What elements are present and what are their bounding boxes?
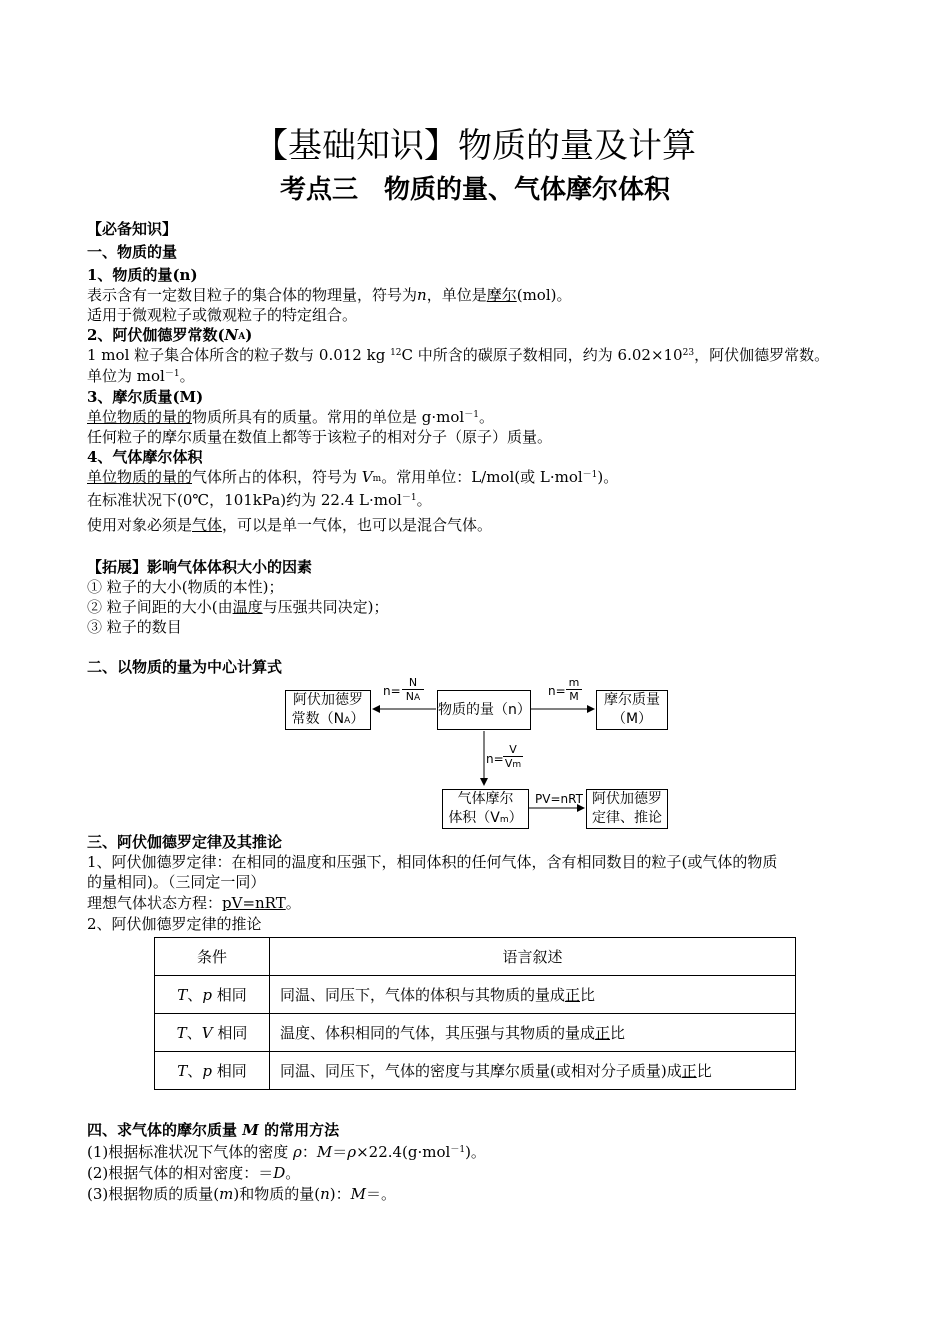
heading-amount-of-substance: 1、物质的量(n): [87, 266, 198, 284]
table-cell-condition: T、p 相同: [155, 976, 270, 1014]
list-item: ② 粒子间距的大小(由温度与压强共同决定)；: [87, 598, 389, 616]
table-header-cell: 语言叙述: [270, 938, 796, 976]
table-cell-description: 温度、体积相同的气体，其压强与其物质的量成正比: [270, 1014, 796, 1052]
box-molar-mass: 摩尔质量 （M）: [596, 690, 668, 730]
list-item: ① 粒子的大小(物质的本性)；: [87, 578, 284, 596]
text-line: (2)根据气体的相对密度：＝D。: [87, 1164, 301, 1182]
table-row: [155, 976, 796, 1014]
table-cell-condition: T、V 相同: [155, 1014, 270, 1052]
formula-m-over-mm: $\frac{m}{M}$: [566, 676, 582, 703]
text-line: 1、阿伏伽德罗定律：在相同的温度和压强下，相同体积的任何气体，含有相同数目的粒子(或气体的物质: [87, 853, 778, 871]
box-avogadro-law: 阿伏加德罗 定律、推论: [586, 789, 668, 829]
text-line: 单位物质的量的物质所具有的质量。常用的单位是 g·mol$^{-1}$。: [87, 408, 494, 426]
formula-v-over-vm: $\frac{V}{Vm}$: [504, 743, 522, 770]
page-title: 【基础知识】物质的量及计算: [254, 126, 696, 166]
avogadro-corollary-table: [154, 937, 796, 1090]
text-line: 2、阿伏伽德罗定律的推论: [87, 915, 262, 933]
table-row: [155, 1052, 796, 1090]
box-amount-of-substance: 物质的量（n）: [437, 690, 531, 730]
formula-ideal-gas: PV=nRT: [535, 792, 583, 806]
extension-heading: 【拓展】影响气体体积大小的因素: [87, 558, 313, 576]
table-cell-description: 同温、同压下，气体的密度与其摩尔质量(或相对分子质量)成正比: [270, 1052, 796, 1090]
text-line: 理想气体状态方程：pV=nRT。: [87, 894, 301, 912]
page-subtitle: 考点三 物质的量、气体摩尔体积: [279, 175, 670, 205]
formula-lhs: n=: [383, 684, 401, 698]
formula-lhs: n=: [548, 684, 566, 698]
box-avogadro-constant: 阿伏加德罗 常数（NA）: [285, 690, 371, 730]
box-molar-volume: 气体摩尔 体积（Vm）: [442, 789, 529, 829]
text-line: 的量相同)。（三同定一同）: [87, 873, 266, 891]
section-2-heading: 二、以物质的量为中心计算式: [87, 658, 283, 676]
text-line: 单位为 mol$^{-1}$。: [87, 367, 195, 385]
table-cell-description: 同温、同压下，气体的体积与其物质的量成正比: [270, 976, 796, 1014]
table-header-cell: 条件: [155, 938, 270, 976]
section-required-label: 【必备知识】: [87, 220, 178, 238]
formula-lhs: n=: [486, 752, 504, 766]
text-line: 在标准状况下(0℃，101kPa)约为 22.4 L·mol$^{-1}$。: [87, 491, 432, 509]
heading-molar-volume: 4、气体摩尔体积: [87, 448, 203, 466]
text-line: 使用对象必须是气体，可以是单一气体，也可以是混合气体。: [87, 516, 493, 534]
text-line: 1 mol 粒子集合体所含的粒子数与 0.012 kg $^{12}$C 中所含的碳原子数相同，约为 $6.02\times 10^{23}$，阿伏伽德罗常数。: [87, 346, 830, 364]
section-3-heading: 三、阿伏伽德罗定律及其推论: [87, 833, 283, 851]
section-4-heading: 四、求气体的摩尔质量 M 的常用方法: [87, 1121, 340, 1139]
list-item: ③ 粒子的数目: [87, 618, 182, 636]
table-header-row: [155, 938, 796, 976]
table-cell-condition: T、p 相同: [155, 1052, 270, 1090]
text-line: 适用于微观粒子或微观粒子的特定组合。: [87, 306, 358, 324]
table-row: [155, 1014, 796, 1052]
formula-n-over-na: $\frac{N}{NA}$: [402, 676, 424, 703]
text-line: (1)根据标准状况下气体的密度 ρ：M＝ρ×22.4(g·mol$^{-1}$)。: [87, 1143, 486, 1161]
text-line: 表示含有一定数目粒子的集合体的物理量，符号为n，单位是摩尔(mol)。: [87, 286, 572, 304]
text-line: (3)根据物质的质量(m)和物质的量(n)：M＝。: [87, 1185, 396, 1203]
heading-avogadro-constant: 2、阿伏伽德罗常数(NA): [87, 326, 253, 344]
text-line: 任何粒子的摩尔质量在数值上都等于该粒子的相对分子（原子）质量。: [87, 428, 553, 446]
text-line: 单位物质的量的气体所占的体积，符号为 Vm。常用单位：L/mol(或 L·mol$^{-1}$)。: [87, 468, 619, 486]
heading-molar-mass: 3、摩尔质量(M): [87, 388, 204, 406]
section-1-heading: 一、物质的量: [87, 243, 178, 261]
